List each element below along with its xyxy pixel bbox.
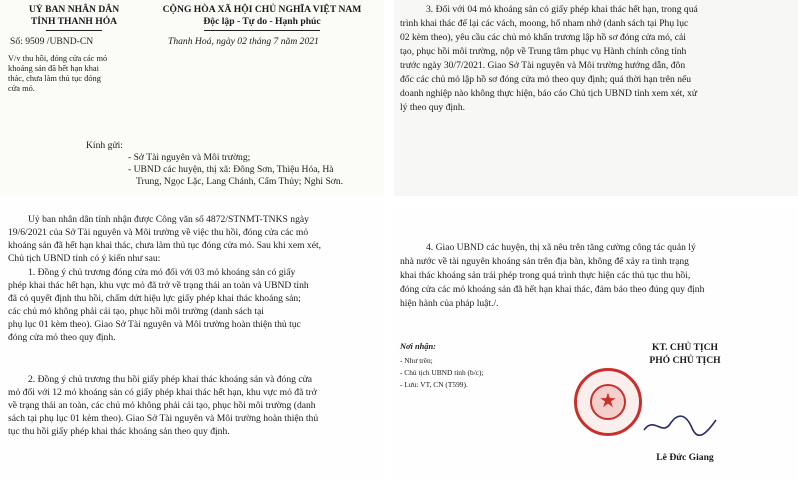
footer-recipient-line-2: - Chủ tịch UBND tỉnh (b/c); — [400, 368, 484, 377]
subject-line-2: khoáng sản đã hết hạn khai — [8, 64, 99, 73]
body-left-line: đã có quyết định thu hồi, chấm dứt hiệu lực giấy phép khai thác khoáng sản; — [8, 293, 301, 304]
body-right-top-line: lý theo quy định. — [400, 102, 466, 113]
org-line-1: UỶ BAN NHÂN DÂN — [28, 4, 120, 15]
body-left-line: về trạng thái an toàn, các chủ mỏ không phải cải tạo, phục hồi môi trường (danh — [8, 400, 316, 411]
page-gap-vertical — [384, 0, 394, 481]
seal-star-icon: ★ — [599, 390, 617, 412]
footer-recipient-line-1: - Như trên; — [400, 356, 433, 365]
body-left-line: 1. Đồng ý chủ trương đóng cửa mỏ đối với 03 mỏ khoáng sản có giấy — [28, 267, 296, 278]
signature-title-1: KT. CHỦ TỊCH — [651, 342, 718, 353]
doc-number: Số: 9509 /UBND-CN — [10, 36, 94, 47]
place-date: Thanh Hoá, ngày 02 tháng 7 năm 2021 — [168, 36, 319, 47]
org-underline — [46, 30, 102, 31]
body-right-top-line: doanh nghiệp nào không thực hiện, báo cáo Chủ tịch UBND tỉnh xem xét, xử — [400, 88, 698, 99]
body-left-line: sách tại phụ lục 01 kèm theo). Giao Sở Tài nguyên và Môi trường hoàn thiện thủ — [8, 413, 319, 424]
footer-recipient-line-3: - Lưu: VT, CN (T599). — [400, 380, 468, 389]
country-underline — [204, 30, 320, 31]
recipient-line-2: - UBND các huyện, thị xã: Đông Sơn, Thiệu Hóa, Hà — [128, 164, 334, 175]
country-line-1: CỘNG HÒA XÃ HỘI CHỦ NGHĨA VIỆT NAM — [162, 4, 362, 15]
body-right-top-line: trước ngày 30/7/2021. Giao Sở Tài nguyên và Môi trường hướng dẫn, đôn — [400, 60, 686, 71]
org-line-2: TỈNH THANH HÓA — [30, 16, 118, 27]
body-left-line: 19/6/2021 của Sở Tài nguyên và Môi trường về việc thu hồi, đóng cửa các mỏ — [8, 227, 309, 238]
subject-line-1: V/v thu hồi, đóng cửa các mỏ — [8, 54, 108, 63]
body-left-line: đóng cửa mỏ theo quy định. — [8, 332, 116, 343]
body-right-bottom-line: nhà nước về tài nguyên khoáng sản trên địa bàn, không để xảy ra tình trạng — [400, 256, 689, 267]
body-left-line: các chủ mỏ không phải cải tạo, phục hồi môi trường (danh sách tại — [8, 306, 264, 317]
body-right-top-line: tạo, phục hồi môi trường, nộp về Trung tâm phục vụ Hành chính công tỉnh — [400, 46, 687, 57]
body-left-line: 2. Đồng ý chủ trương thu hồi giấy phép khai thác khoáng sản và đóng cửa — [28, 374, 313, 385]
country-line-2: Độc lập - Tự do - Hạnh phúc — [203, 16, 321, 27]
recipient-line-1: - Sở Tài nguyên và Môi trường; — [128, 152, 251, 163]
body-right-top-line: trình khai thác để lại các vách, moong, hố nham nhở (danh sách tại Phụ lục — [400, 18, 689, 29]
body-right-top-line: đốc các chủ mỏ lập hồ sơ đóng cửa mỏ theo quy định; quá thời hạn trên nếu — [400, 74, 692, 85]
handwritten-signature — [640, 410, 720, 440]
body-left-line: mỏ đối với 12 mỏ khoáng sản có giấy phép khai thác hết hạn, khu vực mỏ đã trở — [8, 387, 317, 398]
recipients-label: Kính gửi: — [86, 140, 123, 151]
page-gap-horizontal — [394, 196, 798, 208]
body-right-bottom-line: khai thác khoáng sản trái phép trong quá trình thực hiện các thủ tục thu hồi, — [400, 270, 691, 281]
subject-line-3: thác, chưa làm thủ tục đóng — [8, 74, 101, 83]
body-left-line: phụ lục 01 kèm theo). Giao Sở Tài nguyên và Môi trường hoàn thiện thủ tục — [8, 319, 301, 330]
body-left-line: khoáng sản đã hết hạn khai thác, chưa làm thủ tục đóng cửa mỏ. Sau khi xem xét, — [8, 240, 322, 251]
body-right-top-line: 3. Đối với 04 mỏ khoáng sản có giấy phép khai thác hết hạn, trong quá — [426, 4, 698, 15]
body-right-bottom-line: 4. Giao UBND các huyện, thị xã nêu trên tăng cường công tác quản lý — [426, 242, 696, 253]
body-left-line: Uỷ ban nhân dân tỉnh nhận được Công văn số 4872/STNMT-TNKS ngày — [28, 214, 309, 225]
signatory-name: Lê Đức Giang — [656, 452, 714, 463]
footer-recipients-label: Nơi nhận: — [400, 342, 436, 351]
signature-title-2: PHÓ CHỦ TỊCH — [649, 355, 721, 366]
body-left-line: tục thu hồi giấy phép khai thác khoáng sản theo quy định. — [8, 426, 230, 437]
body-left-line: Chủ tịch UBND tỉnh có ý kiến như sau: — [8, 253, 161, 264]
recipient-line-3: Trung, Ngọc Lặc, Lang Chánh, Cẩm Thủy; Nghi Sơn. — [136, 176, 344, 187]
body-right-top-line: 02 kèm theo), yêu cầu các chủ mỏ khẩn trương lập hồ sơ đóng cửa mỏ, cải — [400, 32, 686, 43]
body-right-bottom-line: hiện hành của pháp luật./. — [400, 298, 499, 309]
body-left-line: phép khai thác hết hạn, khu vực mỏ đã trở về trạng thái an toàn và UBND tỉnh — [8, 280, 309, 291]
body-right-bottom-line: đóng cửa các mỏ khoáng sản đã hết hạn khai thác, đảm bảo theo đúng quy định — [400, 284, 705, 295]
subject-line-4: cửa mỏ. — [8, 84, 35, 93]
